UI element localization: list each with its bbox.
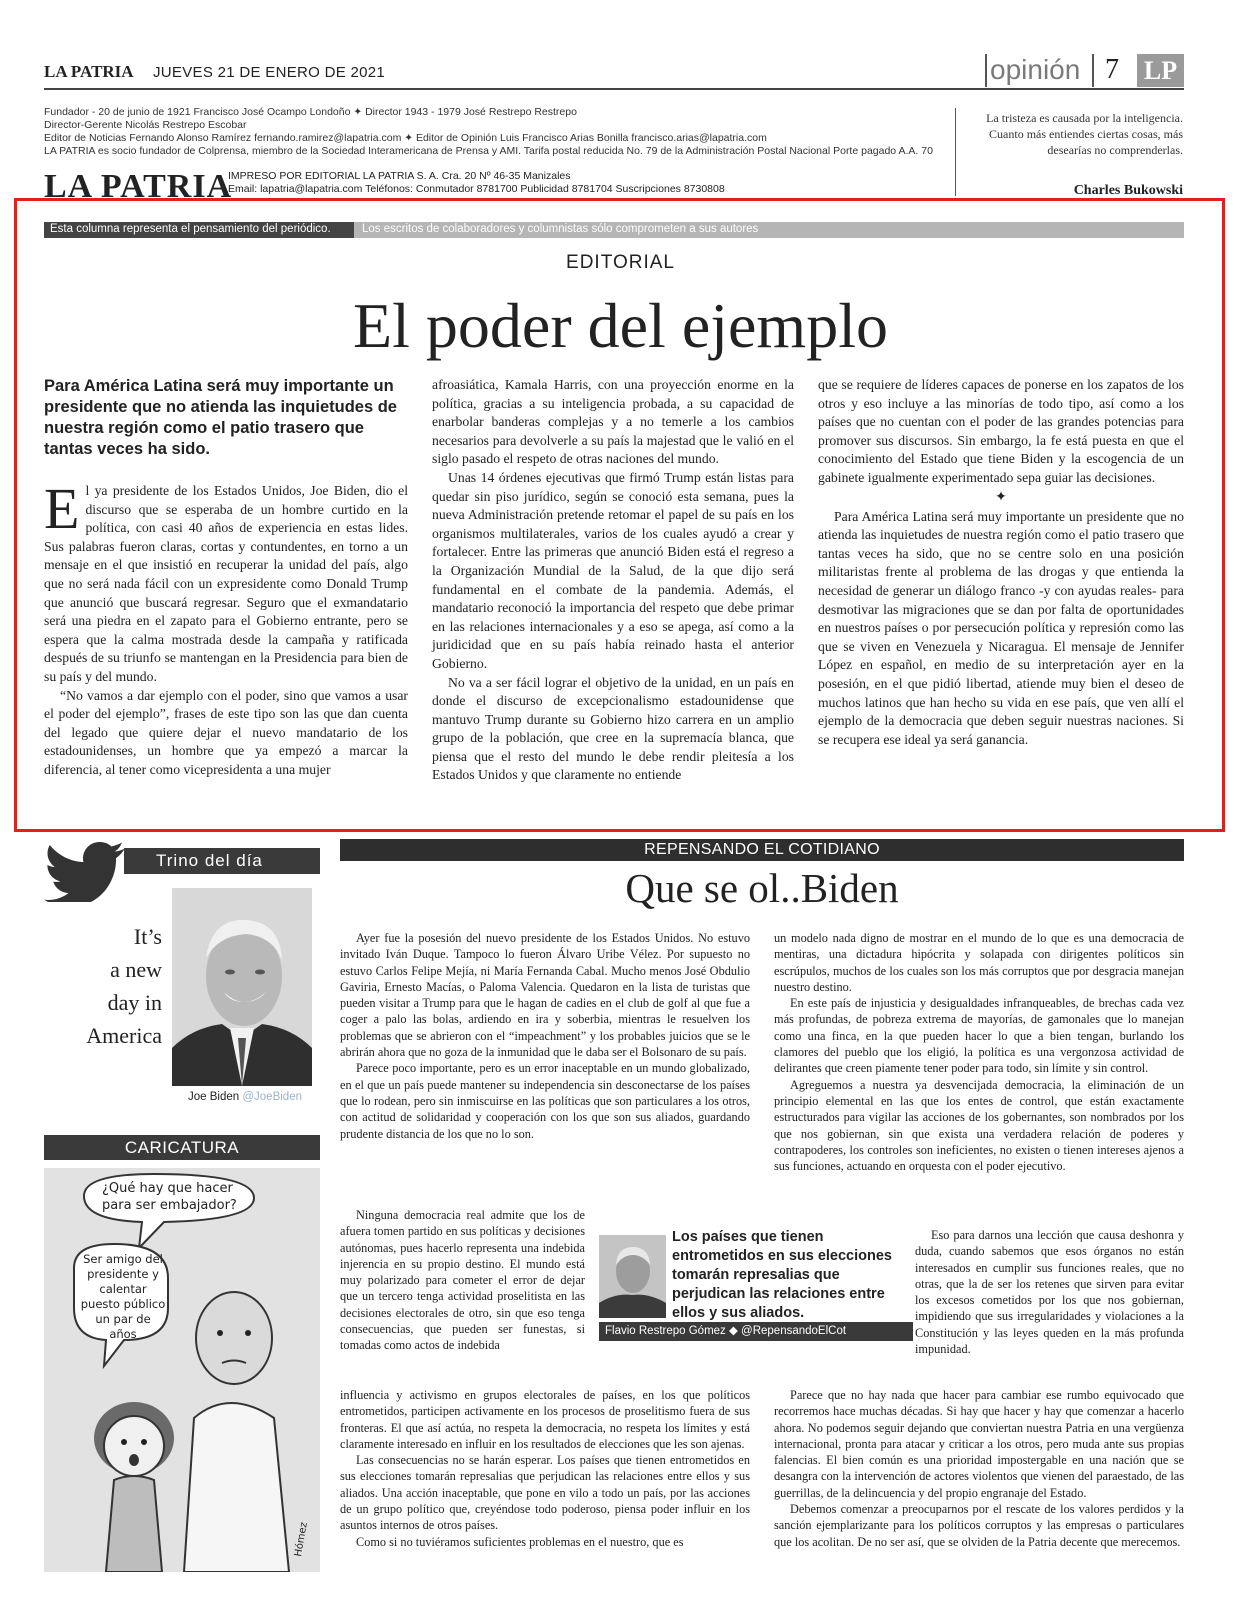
editorial-bar-left: Esta columna representa el pensamiento del periódico. — [50, 223, 331, 235]
paragraph: Ninguna democracia real admite que los de afuera tomen partido en sus políticas y decisiones autónomas, pues hacerlo representa una indebida injerencia en su propio destino. El mundo está muy polarizado para cometer el error de dejar que un tercero tenga actividad proselitista en las decisiones electorales de otro, sin que eso tenga consecuencias, que pueden ser funestas, si tomadas como actos de indebida — [340, 1208, 585, 1353]
quote-author: Charles Bukowski — [1073, 183, 1183, 198]
divider — [1092, 54, 1094, 87]
paragraph: influencia y activismo en grupos electorales de países, en los que políticos entrometidos, participen activamente en los procesos de proselitismo fuera de sus fronteras. El que así actúa, no respeta la democracia, no respeta los límites y está claramente interesado en influir en los resultados de elecciones que les son ajenas. — [340, 1388, 750, 1451]
diamond-divider: ✦ — [995, 489, 1007, 505]
print-info-line: Email: lapatria@lapatria.com Teléfonos: Conmutador 8781700 Publicidad 8781704 Suscripciones 8730808 — [228, 183, 725, 195]
section-name: opinión — [990, 54, 1081, 85]
editorial-column-2 — [432, 376, 794, 785]
print-info-line: IMPRESO POR EDITORIAL LA PATRIA S. A. Cra. 20 Nº 46-35 Manizales — [228, 170, 571, 182]
paragraph: Eso para darnos una lección que causa deshonra y duda, cuando sabemos que esos órganos no están interesados en cumplir sus funciones reales, que no otras, que la de ser los retenes que sirven para evitar los excesos cometidos por los que nos gobiernan, impidiendo que sus irregularidades y violaciones a la Constitución y las leyes queden en la más profunda impunidad. — [915, 1228, 1184, 1357]
tweet-handle[interactable]: @JoeBiden — [242, 1091, 302, 1103]
quote-of-day: La tristeza es causada por la inteligencia. Cuanto más entiendes ciertas cosas, más desearías no comprenderlas. — [986, 111, 1183, 157]
editorial-bar-right: Los escritos de colaboradores y columnistas sólo comprometen a sus autores — [362, 223, 759, 235]
paragraph: que se requiere de líderes capaces de ponerse en los zapatos de los otros y eso incluye a las minorías de todo tipo, así como a los países que no cuentan con el poder de las grandes potencias para promover sus discursos. Sin embargo, la fe está puesta en que el conocimiento del Estado que tiene Biden y la escogencia de un gabinete igualmente experimentado sepa guiar las decisiones. — [818, 377, 1184, 485]
column-text-a-narrow — [340, 1207, 585, 1354]
tweet-author: Joe Biden — [188, 1091, 240, 1103]
column-text-b — [774, 930, 1184, 1174]
pull-quote: Los países que tienen entrometidos en sus elecciones tomarán represalias que perjudican las relaciones entre ellos y sus aliados. — [672, 1229, 892, 1321]
divider — [985, 54, 987, 87]
lp-logo: LP — [1137, 54, 1184, 87]
column-text-a — [340, 930, 750, 1142]
header-rule — [44, 88, 1184, 90]
cartoon-bubble-answer: Ser amigo del presidente y calentar puesto público un par de años — [80, 1252, 166, 1341]
biden-photo — [172, 888, 312, 1086]
masthead-small: LA PATRIA — [44, 62, 134, 81]
paragraph: Agreguemos a nuestra ya desvencijada democracia, la eliminación de un principio elemental en las que los entes de control, que están exactamente estructurados para vigilar las acciones de los gobernantes, son nombrados por los que nos gobiernan, sin que exista una verdadera relación de poderes y contrapoderes, los controles son ineficientes, no existen o tienen intereses ajenos a sus funciones, actuando en orquesta con el poder ejecutivo. — [774, 1077, 1184, 1174]
column-text-b-rest — [774, 1387, 1184, 1550]
paragraph: En este país de injusticia y desigualdades infranqueables, de brechas cada vez más profundas, de pobreza extrema de mayorías, de gamonales que lo manejan como una finca, en la que pueden hacer lo que a bien tengan, burlando los clamores del pueblo que los eligió, la política es una vergonzosa actividad de delirantes que creen piamente tener poder para todo, sin límite y sin control. — [774, 996, 1184, 1076]
cartoonist-signature: Hómez — [292, 1521, 310, 1558]
tweet-line: It’s — [133, 924, 162, 949]
credit-line: Director-Gerente Nicolás Restrepo Escobar — [44, 119, 247, 131]
divider — [955, 108, 956, 196]
masthead-logo: LA PATRIA — [44, 168, 233, 205]
tweet-line: America — [86, 1023, 162, 1048]
paragraph: Como si no tuviéramos suficientes problemas en el nuestro, que es — [356, 1534, 684, 1549]
paragraph: Ayer fue la posesión del nuevo presidente de los Estados Unidos. No estuvo invitado Iván Duque. Tampoco lo fueron Álvaro Uribe Vélez. Por supuesto no estuvo Carlos Felipe Mejía, ni María Fernanda Cabal. Mucho menos José Obdulio Gaviria, Ernesto Macías, o Paloma Valencia. Quedaron en la lista de turistas que pueden visitar a Trump para que le hagan de cadies en el club de golf al que fue a coger a palo las bolas, ardiendo en ira y soberbia, mientras le resuelven los problemas que se abrieron con el “impeachment” y los probables juicios que se le abrirán ahora que no goza de la inmunidad que le daba ser el Bolsonaro de su país. — [340, 931, 750, 1060]
paragraph: Unas 14 órdenes ejecutivas que firmó Trump están listas para quedar sin piso jurídico, según se conoció esta semana, pues la nueva Administración pretende retomar el papel de su país en los organismos multilaterales, varios de los cuales ayudó a crear y fortalecer. Entre las primeras que anunció Biden está el regreso a la Organización Mundial de la Salud, de la que dijo será fundamental en el combate de la pandemia. Además, el mandatario reconoció la importancia del respeto que debe primar en las relaciones internacionales y a eso se apega, así como a la juridicidad que en su país había reinado hasta el anterior Gobierno. — [432, 469, 794, 671]
tweet-line: day in — [107, 990, 162, 1015]
drop-cap: E — [44, 476, 80, 541]
tweet-text — [44, 920, 162, 1052]
paragraph: El ya presidente de los Estados Unidos, Joe Biden, dio el discurso que se esperaba de un hombre curtido en la política, con casi 40 años de experiencia en estas lides. Sus palabras fueron claras, cortas y contundentes, en torno a un mensaje en el que insistió en recuperar la unidad del país, algo que no será nada fácil con un expresidente como Donald Trump que anunció que buscará regresar. Seguro que el exmandatario será una piedra en el zapato para el Gobierno entrante, pero se espera que la calma mostrada desde la campaña y ratificada después de su triunfo se mantengan en la Presidencia para bien de su país y del mundo. — [44, 476, 408, 684]
paragraph: un modelo nada digno de mostrar en el mundo de lo que es una democracia de mentiras, una dictadura hipócrita y solapada con dirigentes políticos sin escrúpulos, muchos de los cuales son los más corruptos que por desgracia manejan nuestro destino. — [774, 931, 1184, 994]
paragraph: Para América Latina será muy importante un presidente que no atienda las inquietudes de nuestra región como el patio trasero que tantas veces ha sido, que no se centre solo en una posición militaristas frente al problema de las drogas y que entienda la necesidad de generar un diálogo franco -y con ayudas reales- para desmotivar las migraciones que se dan por falta de oportunidades en nuestros países o por persecución política y represión como las que se viven en Venezuela y Nicaragua. El mensaje de Jennifer López en español, en medio de su interpretación ayer en la posesión, en el que pidió libertad, atiende muy bien el deseo de muchos latinos que han hecho su vida en ese país, que ven allí el ejemplo de la democracia que deben seguir nuestras naciones. Si se recupera ese ideal ya será ganancia. — [818, 508, 1184, 747]
editorial-lead: Para América Latina será muy importante un presidente que no atienda las inquietudes de nuestra región como el patio trasero que tantas veces ha sido. — [44, 377, 397, 458]
credit-line: LA PATRIA es socio fundador de Colprensa, miembro de la Sociedad Interamericana de Prensa y AMI. Tarifa postal reducida No. 79 de la Administración Postal Nacional Porte pagado A.A. 70 — [44, 145, 933, 157]
cartoon-bubble-question: ¿Qué hay que hacer para ser embajador? — [102, 1181, 237, 1213]
paragraph: Parece que no hay nada que hacer para cambiar ese rumbo equivocado que recorremos hace muchas décadas. Si hay que hacer y hay que comenzar a hacerlo ahora. No podemos seguir dejando que conviertan nuestra Patria en una vergüenza internacional, pronta para atacar y criticar a los otros, pero muda ante sus propias falencias. El bien común es una prioridad impostergable en una nación que se desangra con la intervención de actores violentos que vienen del paraestado, de las guerrillas, de la delincuencia y del propio engranaje del Estado. — [774, 1388, 1184, 1500]
author-photo — [599, 1235, 666, 1318]
paragraph: Las consecuencias no se harán esperar. Los países que tienen entrometidos en sus elecciones tomarán represalias que perjudican las relaciones entre ellos y sus aliados. Una acción inaceptable, que pone en vilo a todo un país, por las acciones de un grupo político que, creyéndose todo poderoso, piensa poder influir en los asuntos internos de otros países. — [340, 1453, 750, 1533]
paragraph: “No vamos a dar ejemplo con el poder, sino que vamos a usar el poder del ejemplo”, frases de este tipo son las que dan cuenta del legado que quiere dejar el nuevo mandatario de los estadounidenses, un hombre que ya empezó a marcar la diferencia, al tener como vicepresidenta a una mujer — [44, 687, 408, 777]
print-info — [228, 170, 725, 196]
issue-date: JUEVES 21 DE ENERO DE 2021 — [153, 64, 386, 81]
credit-line: Editor de Noticias Fernando Alonso Ramírez fernando.ramirez@lapatria.com ✦ Editor de Opinión Luis Francisco Arias Bonilla francisco.arias@lapatria.com — [44, 132, 767, 144]
editorial-title: El poder del ejemplo — [353, 290, 888, 361]
tweet-caption — [188, 1091, 302, 1103]
twitter-bird-icon — [44, 842, 126, 907]
editorial-column-3 — [818, 376, 1184, 749]
trino-label: Trino del día — [124, 848, 320, 874]
paragraph: Parece poco importante, pero es un error inaceptable en un mundo globalizado, en el que un país puede mantener su independencia sin desconectarse de los países que lo rodean, pero sin inmiscuirse en las políticas que son particulares a los otros, con actitud de solidaridad y cooperación con los que son sus aliados, guardando prudente distancia de los que no lo son. — [340, 1061, 750, 1141]
column-section-bar: REPENSANDO EL COTIDIANO — [340, 839, 1184, 861]
credit-line: Fundador - 20 de junio de 1921 Francisco José Ocampo Londoño ✦ Director 1943 - 1979 José Restrepo Restrepo — [44, 106, 577, 118]
editorial-column-1 — [44, 476, 408, 780]
paragraph: afroasiática, Kamala Harris, con una proyección enorme en la política, gracias a su inteligencia probada, a su capacidad de enarbolar banderas complejas y a no temerle a los cambios necesarios para devolverle a su país la majestad que le valió en el siglo pasado el respeto de otras naciones del mundo. — [432, 377, 794, 467]
caricatura-label: CARICATURA — [44, 1135, 320, 1160]
column-text-a-rest — [340, 1387, 750, 1550]
cartoon-image — [44, 1168, 320, 1572]
column-author: Flavio Restrepo Gómez ◆ @RepensandoElCot — [599, 1322, 913, 1341]
column-title: Que se ol..Biden — [625, 865, 899, 911]
paragraph: No va a ser fácil lograr el objetivo de la unidad, en un país en donde el discurso de excepcionalismo estadounidense que mantuvo Trump durante su Gobierno hizo carrera en un amplio grupo de la población, que cree en la supremacía blanca, que piensa que el resto del mundo le debe rendir pleitesía a los Estados Unidos y que claramente no entiende — [432, 674, 794, 783]
column-text-b-narrow — [915, 1227, 1184, 1357]
editorial-label: EDITORIAL — [566, 252, 675, 273]
page-number: 7 — [1105, 54, 1119, 85]
paragraph: Debemos comenzar a preocuparnos por el rescate de los valores perdidos y la sanción ejemplarizante para los políticos corruptos y las empresas o particulares que los acolitan. De no ser así, que se olviden de la Patria decente que merecemos. — [774, 1502, 1184, 1549]
tweet-line: a new — [110, 957, 162, 982]
